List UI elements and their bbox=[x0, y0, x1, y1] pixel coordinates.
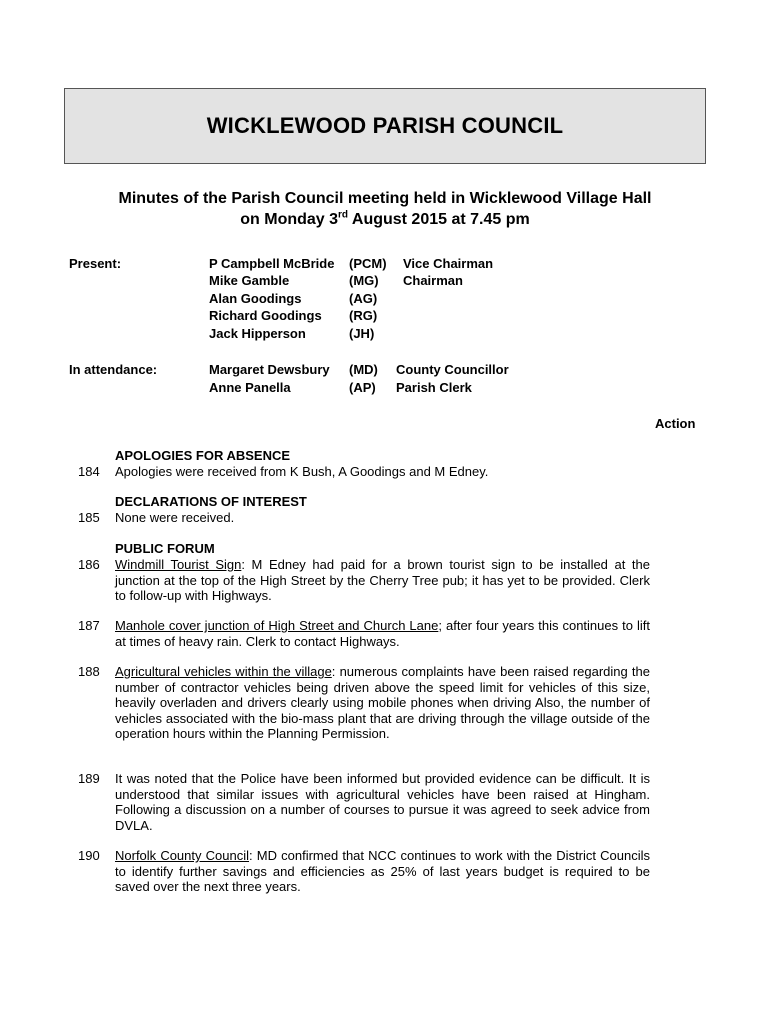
item-paragraph bbox=[115, 848, 650, 895]
attendance-initials: (AP) bbox=[349, 380, 376, 395]
attendance-role: Parish Clerk bbox=[396, 380, 472, 395]
action-column-label: Action bbox=[655, 416, 696, 431]
attendance-role: County Councillor bbox=[396, 362, 509, 377]
attendance-name: Anne Panella bbox=[209, 380, 291, 395]
item-paragraph bbox=[115, 664, 650, 742]
item-paragraph bbox=[115, 618, 650, 649]
present-name: Mike Gamble bbox=[209, 273, 290, 288]
attendance-initials: (MD) bbox=[349, 362, 378, 377]
present-name: Richard Goodings bbox=[209, 308, 322, 323]
item-text: : numerous complaints have been raised regarding the number of contractor vehicles being driven above the speed limit for vehicles of this size, heavily overladen and drivers clearly using mobile phones when driving Also, the number of vehicles associated with the bio-mass plant that are driving through the village outside of the operation hours within the Planning Permission. bbox=[115, 664, 650, 741]
attendance-name: Margaret Dewsbury bbox=[209, 362, 330, 377]
item-number: 189 bbox=[78, 771, 100, 786]
present-initials: (RG) bbox=[349, 308, 378, 323]
item-title: Agricultural vehicles within the village bbox=[115, 664, 332, 679]
item-number: 187 bbox=[78, 618, 100, 633]
header-box bbox=[64, 88, 706, 164]
present-role: Chairman bbox=[403, 273, 463, 288]
present-label: Present: bbox=[69, 256, 122, 271]
item-number: 184 bbox=[78, 464, 100, 479]
item-text: : MD confirmed that NCC continues to work with the District Councils to identify further savings and efficiencies as 25% of last years budget is required to be saved over the next three years. bbox=[115, 848, 651, 894]
item-text: Apologies were received from K Bush, A Goodings and M Edney. bbox=[115, 464, 489, 479]
section-heading-apologies: APOLOGIES FOR ABSENCE bbox=[115, 448, 291, 463]
meeting-subtitle-line2: on Monday 3rd August 2015 at 7.45 pm bbox=[240, 209, 530, 228]
section-heading-declarations: DECLARATIONS OF INTEREST bbox=[115, 494, 307, 509]
item-number: 186 bbox=[78, 557, 100, 572]
present-initials: (AG) bbox=[349, 291, 378, 306]
item-text: : M Edney had paid for a brown tourist sign to be installed at the junction at the top of the High Street by the Cherry Tree pub; it has yet to be provided. Clerk to follow-up with Highways. bbox=[115, 557, 650, 603]
item-number: 185 bbox=[78, 510, 100, 525]
item-text: ; after four years this continues to lift at times of heavy rain. Clerk to contact Highways. bbox=[115, 618, 650, 649]
item-number: 190 bbox=[78, 848, 100, 863]
item-title: Norfolk County Council bbox=[115, 848, 250, 863]
item-text: None were received. bbox=[115, 510, 235, 525]
present-initials: (PCM) bbox=[349, 256, 387, 271]
present-initials: (JH) bbox=[349, 326, 375, 341]
item-number: 188 bbox=[78, 664, 100, 679]
meeting-subtitle-line1: Minutes of the Parish Council meeting held in Wicklewood Village Hall bbox=[118, 190, 652, 207]
present-name: Jack Hipperson bbox=[209, 326, 306, 341]
present-name: P Campbell McBride bbox=[209, 256, 335, 271]
item-text: It was noted that the Police have been informed but provided evidence can be difficult. It is understood that similar issues with agricultural vehicles have been raised at Hingham. Following a discussion on a number of courses to pursue it was agreed to seek advice from DVLA. bbox=[115, 771, 650, 833]
present-initials: (MG) bbox=[349, 273, 379, 288]
present-role: Vice Chairman bbox=[403, 256, 494, 271]
item-title: Manhole cover junction of High Street and Church Lane bbox=[115, 618, 439, 633]
item-paragraph bbox=[115, 557, 650, 604]
attendance-label: In attendance: bbox=[69, 362, 158, 377]
section-heading-public-forum: PUBLIC FORUM bbox=[115, 541, 215, 556]
council-title: WICKLEWOOD PARISH COUNCIL bbox=[206, 113, 564, 138]
item-title: Windmill Tourist Sign bbox=[115, 557, 242, 572]
present-name: Alan Goodings bbox=[209, 291, 302, 306]
